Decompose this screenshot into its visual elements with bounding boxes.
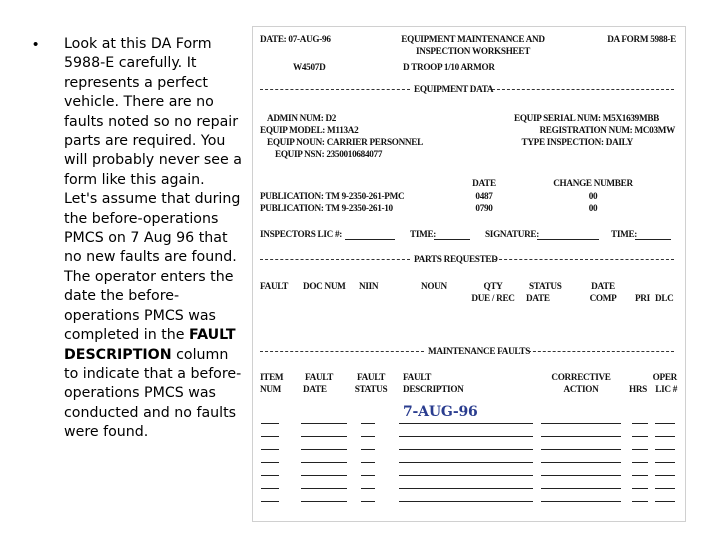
bullet-marker: •	[33, 36, 39, 53]
publication-date: 0790	[475, 203, 493, 213]
unit-name: D TROOP 1/10 ARMOR	[403, 62, 495, 72]
fault-entry-line	[361, 475, 375, 476]
inspector-lic-label: INSPECTORS LIC #:	[260, 229, 343, 239]
time-blank	[434, 239, 470, 240]
equip-noun: EQUIP NOUN: CARRIER PERSONNEL	[267, 137, 423, 147]
fault-col-oper: OPER	[652, 372, 677, 382]
maintenance-faults-divider	[260, 346, 674, 357]
fault-entry-line	[301, 449, 347, 450]
equipment-data-divider	[260, 84, 674, 95]
fault-col-oper-sub: LIC #	[655, 384, 677, 394]
paragraph-text-part1: Look at this DA Form 5988-E carefully. It represents a perfect vehicle. There are no faults noted so no repair parts are required. You will probably never see a form like this again. Let's assume that during the before-operations PMCS on 7 Aug 96 that no new faults are found. The operator enters the date the before-operations PMCS was completed in the	[64, 36, 242, 344]
parts-col-dlc: DLC	[655, 293, 674, 303]
fault-col-corrective-sub: ACTION	[563, 384, 599, 394]
signature-blank	[537, 239, 599, 240]
registration-num: REGISTRATION NUM: MC03MW	[539, 125, 675, 135]
parts-col-niin: NIIN	[359, 281, 379, 291]
fault-col-description: FAULT	[403, 372, 432, 382]
publication-label: PUBLICATION: TM 9-2350-261-10	[260, 203, 393, 213]
fault-entry-line	[301, 475, 347, 476]
fault-col-corrective: CORRECTIVE	[551, 372, 611, 382]
fault-entry-line	[632, 423, 648, 424]
fault-entry-line	[301, 488, 347, 489]
fault-entry-line	[632, 449, 648, 450]
paragraph-bold-term: FAULT DESCRIPTION	[64, 327, 236, 363]
fault-entry-line	[361, 436, 375, 437]
fault-entry-line	[541, 436, 621, 437]
inspector-lic-blank	[345, 239, 395, 240]
fault-col-description-sub: DESCRIPTION	[403, 384, 464, 394]
parts-col-fault: FAULT	[260, 281, 289, 291]
da-form-5988e-image	[252, 26, 686, 522]
publication-change: 00	[588, 203, 598, 213]
fault-col-item: ITEM	[260, 372, 284, 382]
fault-entry-line	[541, 488, 621, 489]
handwritten-date-entry: 7-AUG-96	[403, 404, 478, 420]
parts-col-date: DATE	[591, 281, 615, 291]
bullet-paragraph	[64, 35, 242, 443]
publication-label: PUBLICATION: TM 9-2350-261-PMC	[260, 191, 405, 201]
fault-entry-line	[399, 462, 533, 463]
form-number: DA FORM 5988-E	[607, 34, 676, 44]
fault-col-item-sub: NUM	[260, 384, 282, 394]
parts-col-status-sub: DATE	[526, 293, 550, 303]
fault-entry-line	[261, 462, 279, 463]
fault-entry-line	[399, 501, 533, 502]
fault-entry-line	[261, 436, 279, 437]
parts-requested-divider	[260, 254, 674, 265]
fault-entry-line	[655, 501, 675, 502]
unit-code: W4507D	[293, 62, 326, 72]
admin-num: ADMIN NUM: D2	[267, 113, 337, 123]
parts-col-noun: NOUN	[421, 281, 447, 291]
form-title-line1: EQUIPMENT MAINTENANCE AND	[401, 34, 545, 44]
time-label: TIME:	[410, 229, 437, 239]
parts-col-date-sub: COMP	[589, 293, 617, 303]
fault-entry-line	[655, 488, 675, 489]
fault-entry-line	[361, 423, 375, 424]
fault-col-status-sub: STATUS	[354, 384, 388, 394]
fault-entry-line	[541, 475, 621, 476]
pub-date-header: DATE	[472, 178, 496, 188]
publication-change: 00	[588, 191, 598, 201]
fault-entry-line	[261, 488, 279, 489]
form-title-line2: INSPECTION WORKSHEET	[415, 46, 531, 56]
fault-entry-line	[261, 423, 279, 424]
fault-entry-line	[541, 449, 621, 450]
fault-entry-line	[632, 501, 648, 502]
pub-change-header: CHANGE NUMBER	[553, 178, 633, 188]
time-label-2: TIME:	[611, 229, 638, 239]
fault-entry-line	[541, 423, 621, 424]
fault-entry-line	[399, 488, 533, 489]
fault-entry-line	[632, 488, 648, 489]
fault-entry-line	[361, 501, 375, 502]
equip-serial: EQUIP SERIAL NUM: M5X1639MBB	[514, 113, 659, 123]
maintenance-faults-heading: MAINTENANCE FAULTS	[428, 346, 531, 356]
fault-entry-line	[399, 436, 533, 437]
fault-entry-line	[399, 475, 533, 476]
fault-entry-line	[632, 462, 648, 463]
fault-entry-line	[261, 501, 279, 502]
fault-entry-line	[399, 449, 533, 450]
fault-entry-line	[655, 436, 675, 437]
parts-col-qty-sub: DUE / REC	[471, 293, 515, 303]
fault-entry-line	[632, 475, 648, 476]
fault-col-date-sub: DATE	[303, 384, 327, 394]
fault-entry-line	[655, 423, 675, 424]
fault-col-hrs: HRS	[629, 384, 647, 394]
parts-col-status: STATUS	[529, 281, 562, 291]
parts-col-qty: QTY	[483, 281, 503, 291]
type-inspection: TYPE INSPECTION: DAILY	[521, 137, 633, 147]
fault-entry-line	[655, 449, 675, 450]
fault-entry-line	[301, 501, 347, 502]
fault-entry-line	[361, 449, 375, 450]
fault-entry-line	[301, 436, 347, 437]
fault-entry-line	[301, 462, 347, 463]
time-blank-2	[635, 239, 671, 240]
publication-date: 0487	[475, 191, 493, 201]
parts-col-pri: PRI	[635, 293, 650, 303]
fault-entry-line	[655, 475, 675, 476]
fault-entry-line	[632, 436, 648, 437]
parts-requested-heading: PARTS REQUESTED	[414, 254, 498, 264]
equip-model: EQUIP MODEL: M113A2	[260, 125, 359, 135]
fault-entry-line	[361, 488, 375, 489]
parts-col-doc-num: DOC NUM	[303, 281, 346, 291]
fault-entry-line	[541, 462, 621, 463]
fault-entry-line	[361, 462, 375, 463]
fault-col-date: FAULT	[305, 372, 334, 382]
equipment-data-heading: EQUIPMENT DATA	[414, 84, 494, 94]
fault-entry-line	[301, 423, 347, 424]
form-date: DATE: 07-AUG-96	[260, 34, 331, 44]
signature-label: SIGNATURE:	[485, 229, 540, 239]
fault-entry-line	[261, 475, 279, 476]
fault-entry-line	[541, 501, 621, 502]
fault-col-status: FAULT	[356, 372, 386, 382]
fault-entry-line	[399, 423, 533, 424]
equip-nsn: EQUIP NSN: 2350010684077	[275, 149, 383, 159]
paragraph-text-part2: column to indicate that a before-operations PMCS was conducted and no faults were found.	[64, 346, 242, 441]
fault-entry-line	[261, 449, 279, 450]
fault-entry-line	[655, 462, 675, 463]
